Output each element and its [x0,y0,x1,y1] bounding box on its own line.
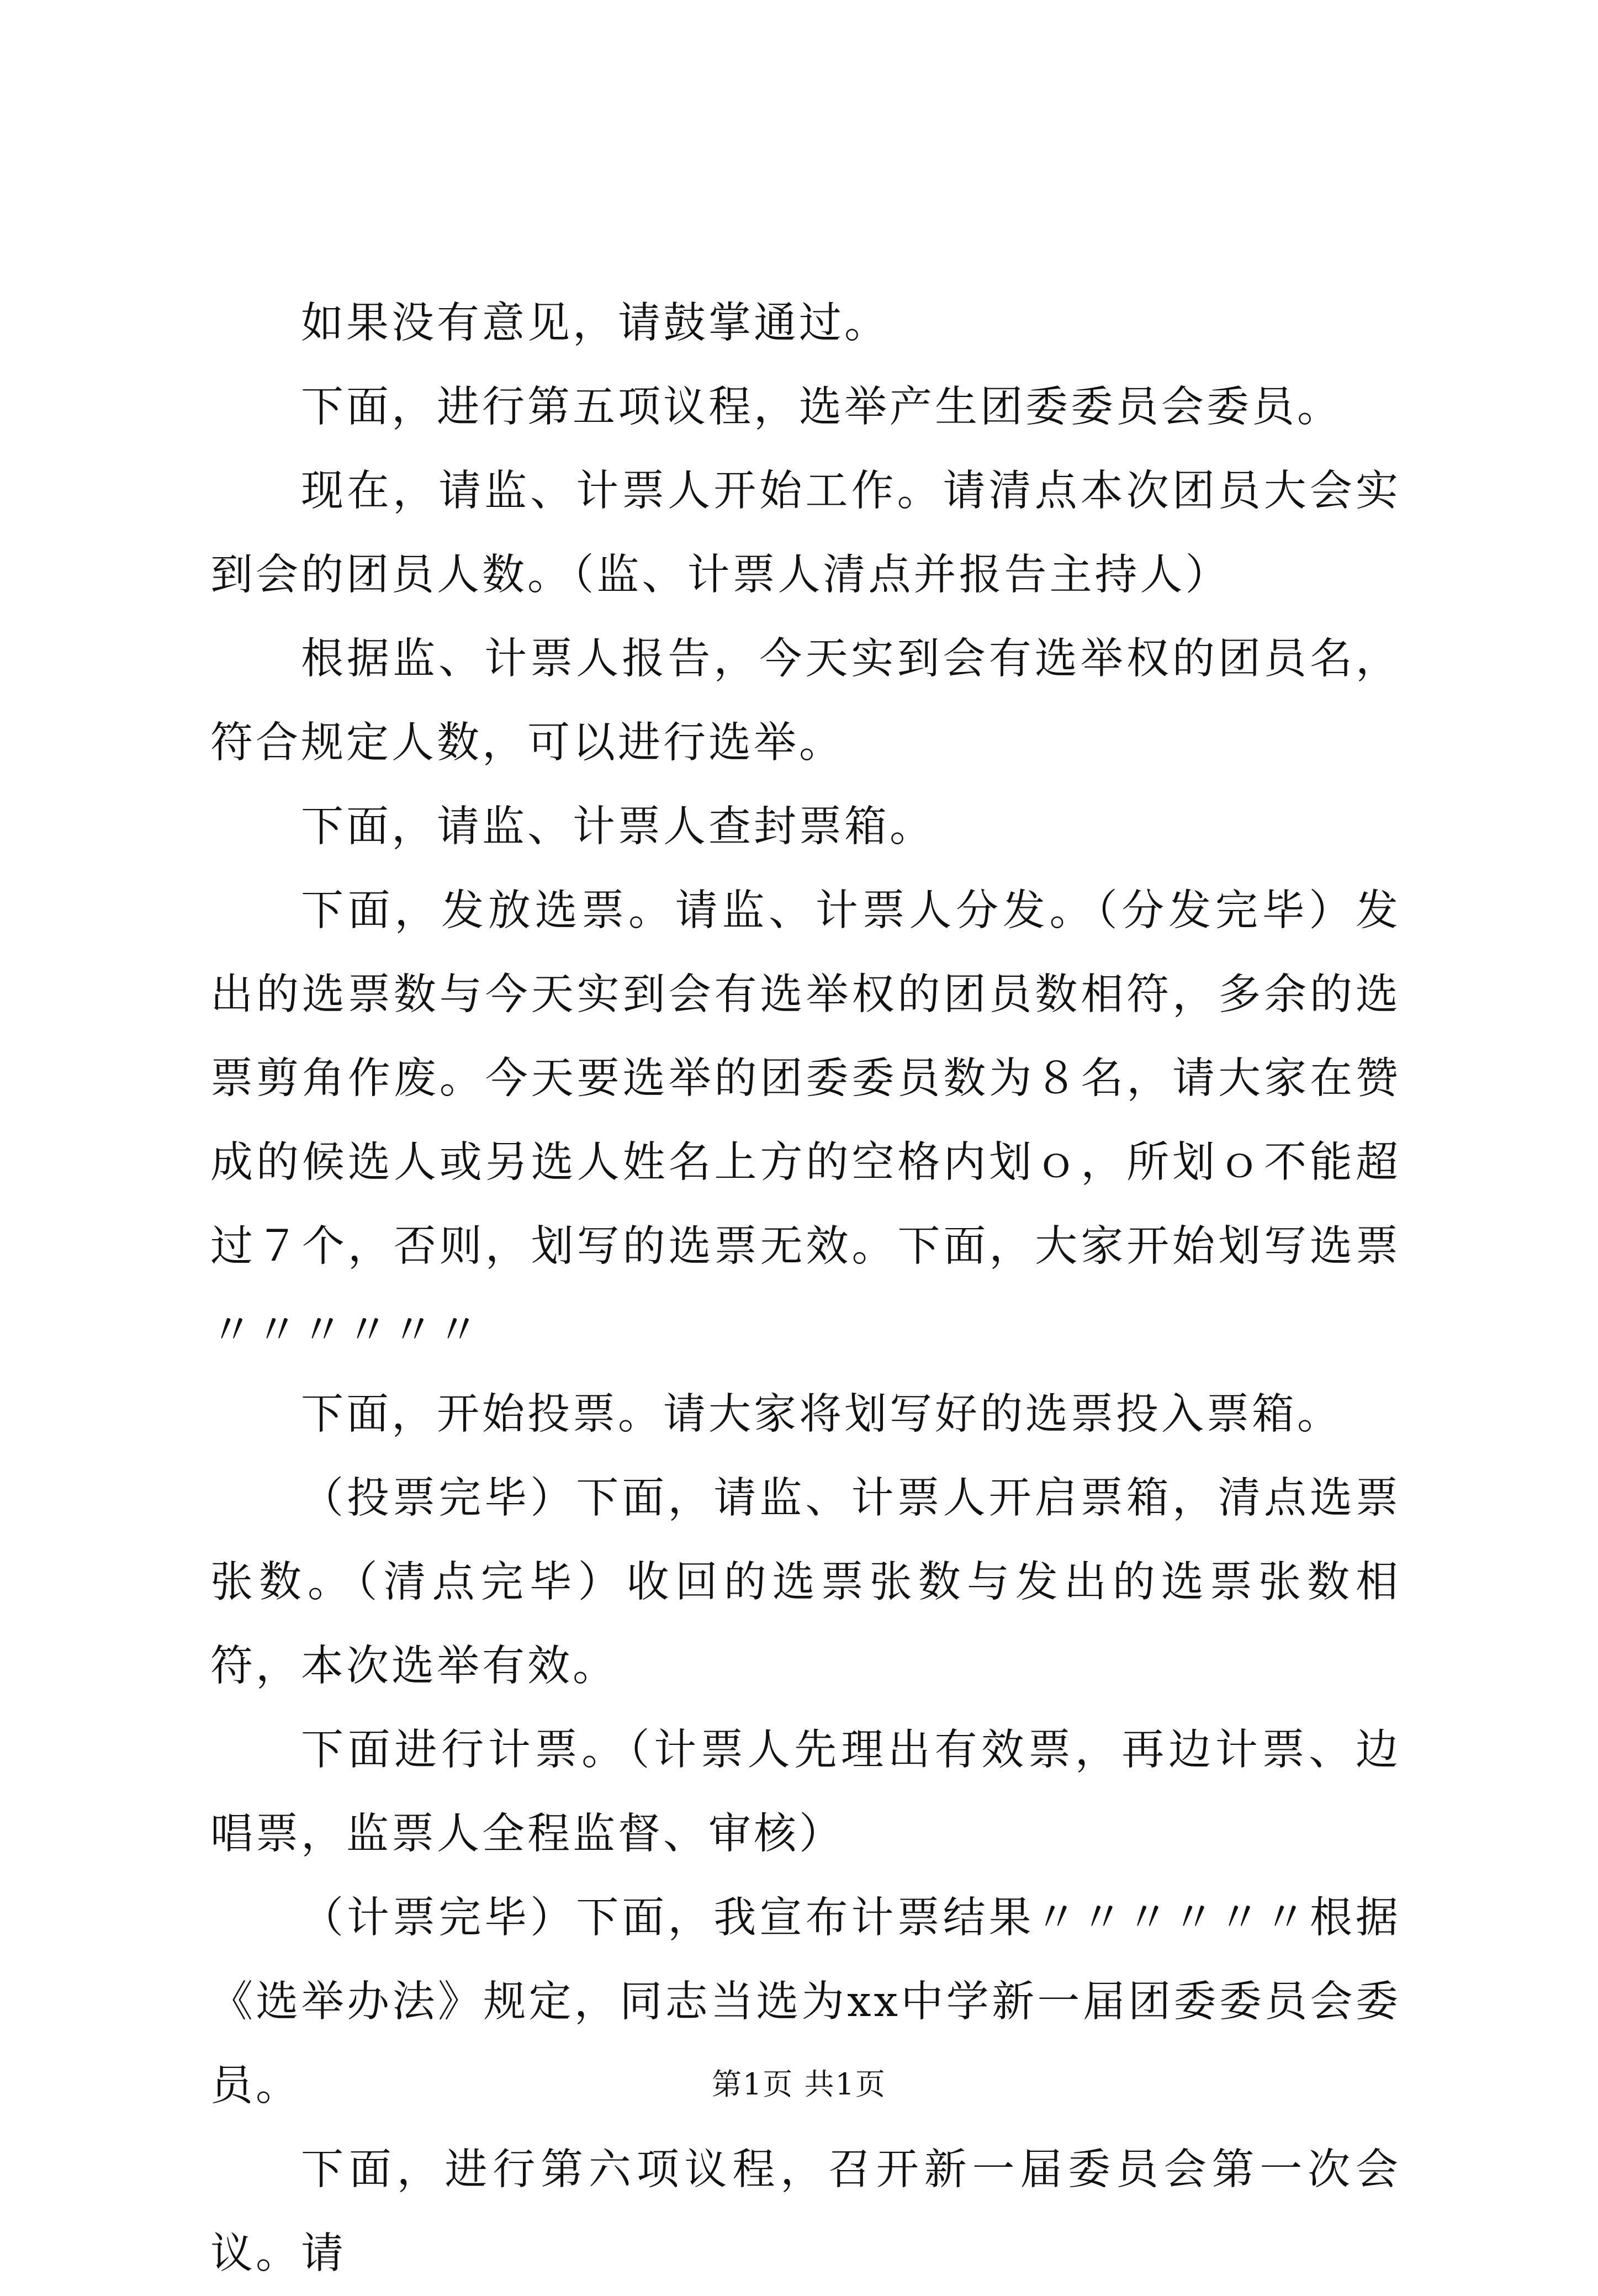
paragraph-1: 如果没有意见，请鼓掌通过。 [301,299,890,348]
paragraph-5: 下面，请监、计票人查封票箱。 [301,802,935,851]
paragraph-8: （投票完毕）下面，请监、计票人开启票箱，清点选票张数。（清点完毕）收回的选票张数与发出的选票张数相符，本次选举有效。 [210,1474,1401,1691]
paragraph-2: 下面，进行第五项议程，选举产生团委委员会委员。 [301,383,1342,432]
document-body [210,282,1401,2296]
paragraph-4: 根据监、计票人报告，今天实到会有选举权的团员名，符合规定人数，可以进行选举。 [210,634,1401,768]
paragraph-7: 下面，开始投票。请大家将划写好的选票投入票箱。 [301,1390,1342,1439]
paragraph-11: 下面，进行第六项议程，召开新一届委员会第一次会议。请 [210,2145,1401,2278]
paragraph-3: 现在，请监、计票人开始工作。请清点本次团员大会实到会的团员人数。（监、计票人清点并报告主持人） [210,467,1401,600]
paragraph-10: （计票完毕）下面，我宣布计票结果〃〃〃〃〃〃根据《选举办法》规定，同志当选为xx中学新一届团委委员会委员。 [210,1893,1401,2110]
paragraph-6: 下面，发放选票。请监、计票人分发。（分发完毕）发出的选票数与今天实到会有选举权的团员数相符，多余的选票剪角作废。今天要选举的团委委员数为８名，请大家在赞成的候选人或另选人姓名上方的空格内划ｏ，所划ｏ不能超过７个，否则，划写的选票无效。下面，大家开始划写选票〃〃〃〃〃〃 [210,886,1401,1355]
paragraph-9: 下面进行计票。（计票人先理出有效票，再边计票、边唱票，监票人全程监督、审核） [210,1726,1401,1859]
page-number-label: 第1页 共1页 [712,2067,886,2102]
page-footer [0,2065,1598,2104]
